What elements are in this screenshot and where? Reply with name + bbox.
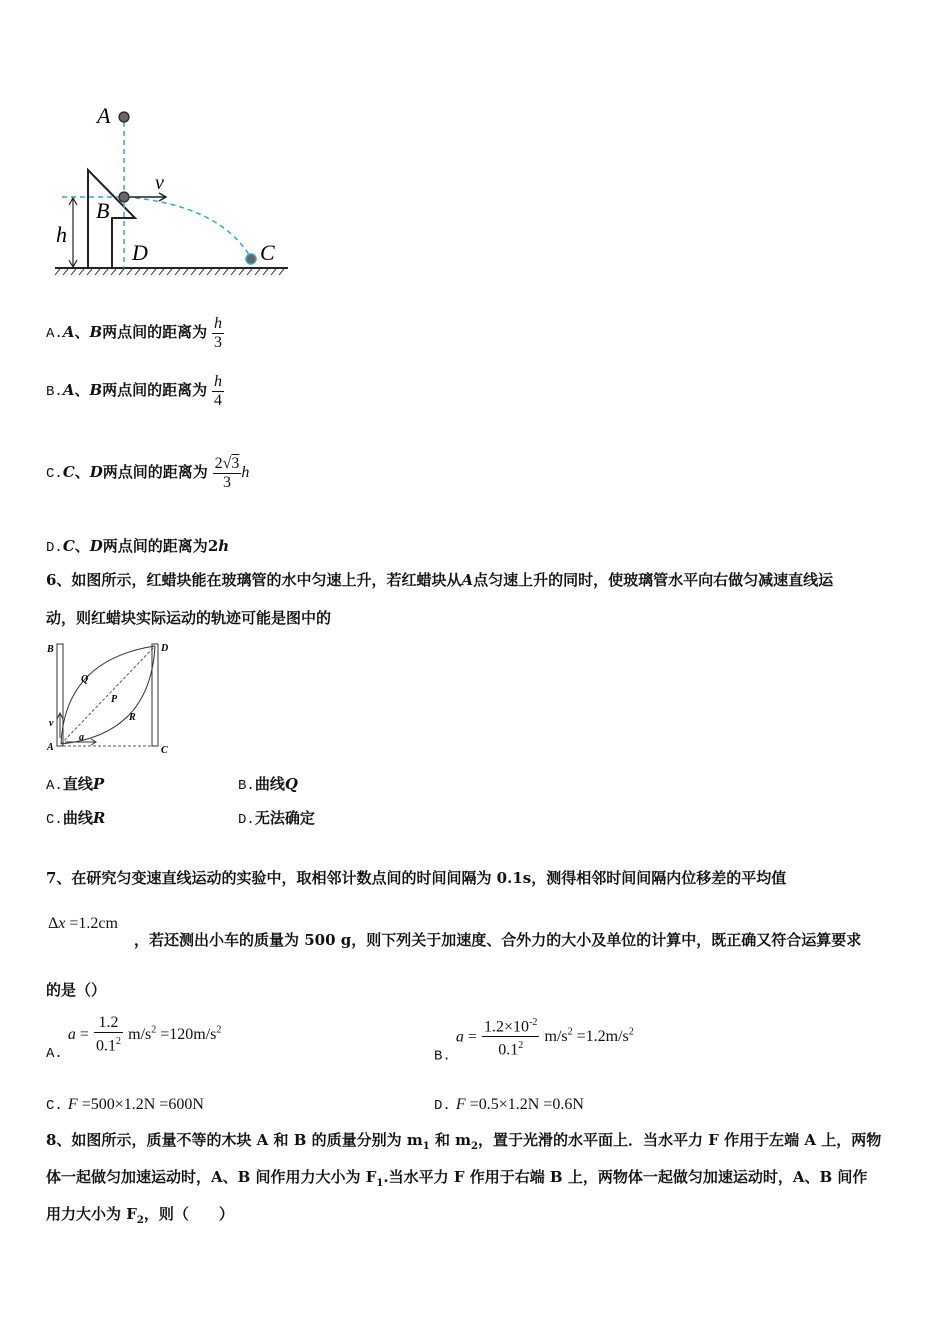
- svg-text:a: a: [79, 732, 84, 743]
- sqrt-icon: √: [222, 454, 232, 472]
- label-D: D: [132, 240, 148, 265]
- svg-text:R: R: [129, 712, 136, 723]
- q7-stem-line3: 的是（）: [46, 981, 107, 999]
- ball-B: [119, 192, 129, 202]
- q6-figure: [45, 640, 175, 758]
- q6-option-A[interactable]: A.直线P: [46, 775, 105, 794]
- q6-option-C[interactable]: C.曲线R: [46, 809, 106, 828]
- ball-A: [119, 112, 129, 122]
- option-text: 两点间的距离为: [102, 323, 208, 341]
- fraction-h-3: $\frac{h}{3}$: [213, 314, 222, 351]
- q7-option-A[interactable]: A. a = $\frac{1.2}{0.1^2}$ $m/s^2 =120m/s^2$: [46, 1014, 222, 1063]
- svg-text:D: D: [161, 643, 169, 654]
- q5-option-C[interactable]: C.C、D两点间的距离为 $\frac{2√3}{3}$ h: [46, 454, 250, 491]
- fraction-h-4: $\frac{h}{4}$: [213, 372, 222, 409]
- svg-text:A: A: [47, 742, 54, 753]
- svg-text:P: P: [111, 694, 118, 705]
- q5-figure: [50, 100, 295, 280]
- q8-stem-line1: 8、如图所示，质量不等的木块 A 和 B 的质量分别为 $m_1$ 和 $m_2$，置于光滑的水平面上．当水平力 F 作用于左端 A 上，两物: [46, 1131, 882, 1152]
- ball-C: [246, 254, 256, 264]
- label-h: h: [56, 222, 67, 247]
- q5-option-D[interactable]: D.C、D两点间的距离为2h: [46, 537, 230, 556]
- q7-option-B[interactable]: B. a = $\frac{1.2\times 10^{-2}}{0.1^2}$ $m/s^2 =1.2m/s^2$: [434, 1014, 634, 1064]
- q6-option-B[interactable]: B.曲线Q: [238, 775, 298, 794]
- q5-option-A[interactable]: A.A、B两点间的距离为 $\frac{h}{3}$: [46, 314, 222, 351]
- q7-dx-expression: Δx =1.2cm: [48, 915, 118, 932]
- svg-text:B: B: [47, 644, 54, 655]
- q7-stem-line2: ，若还测出小车的质量为 500 g，则下列关于加速度、合外力的大小及单位的计算中，既正确又符合运算要求: [134, 931, 862, 949]
- q7-option-C[interactable]: C. F =500×1.2N =600N: [46, 1096, 204, 1114]
- svg-text:Q: Q: [81, 674, 89, 685]
- fraction: $\frac{1.2}{0.1^2}$: [96, 1014, 122, 1055]
- option-prefix: A.: [46, 326, 63, 342]
- label-v: v: [155, 172, 164, 194]
- q7-stem-line1: 7、在研究匀变速直线运动的实验中，取相邻计数点间的时间间隔为 0.1s，测得相邻时间间隔内位移差的平均值: [46, 869, 787, 887]
- right-tube: [152, 644, 158, 746]
- label-C: C: [260, 240, 275, 265]
- fraction-2sqrt3-3: $\frac{2√3}{3}$: [214, 454, 240, 491]
- q8-stem-line3: 用力大小为 $F_2$，则（ ）: [46, 1205, 234, 1226]
- q8-stem-line2: 体一起做匀加速运动时，A、B 间作用力大小为 $F_1$.当水平力 F 作用于右端 B 上，两物体一起做匀加速运动时，A、B 间作: [46, 1168, 868, 1189]
- fraction: $\frac{1.2\times 10^{-2}}{0.1^2}$: [482, 1014, 539, 1060]
- q7-option-D[interactable]: D. F =0.5×1.2N =0.6N: [434, 1096, 584, 1114]
- label-A: A: [97, 103, 111, 128]
- q6-stem-line1: 6、如图所示，红蜡块能在玻璃管的水中匀速上升，若红蜡块从A点匀速上升的同时，使玻璃管水平向右做匀减速直线运: [46, 571, 834, 589]
- q5-option-B[interactable]: B.A、B两点间的距离为 $\frac{h}{4}$: [46, 372, 222, 409]
- svg-text:C: C: [161, 745, 168, 756]
- svg-text:v: v: [49, 718, 54, 729]
- q6-stem-line2: 动，则红蜡块实际运动的轨迹可能是图中的: [46, 609, 332, 627]
- label-B: B: [96, 198, 110, 223]
- q6-option-D[interactable]: D.无法确定: [238, 809, 315, 828]
